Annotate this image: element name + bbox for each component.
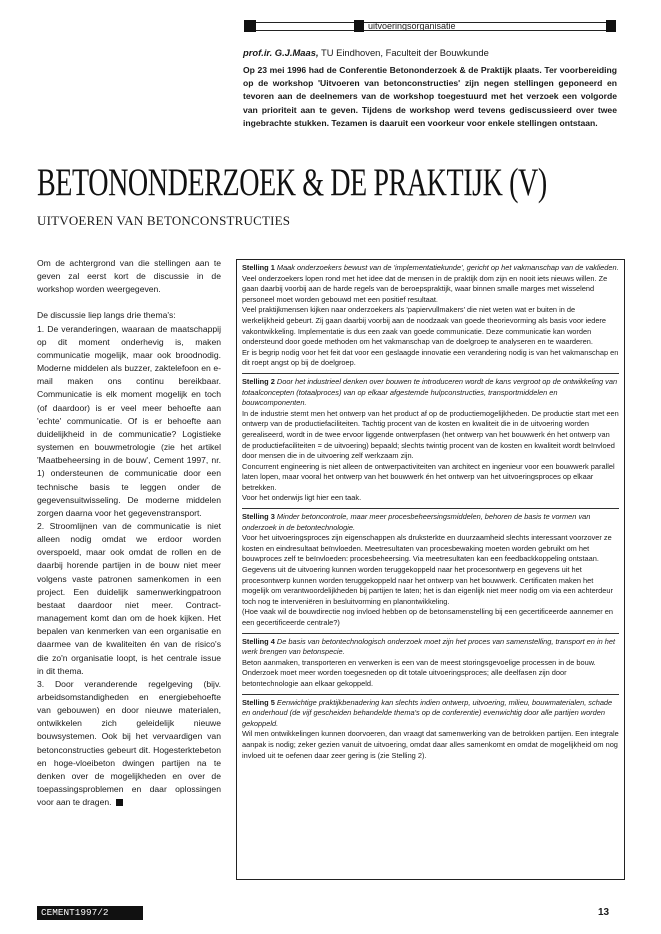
stelling (242, 373, 619, 508)
stelling-title: Maak onderzoekers bewust van de 'implementatiekunde', gericht op het vakmanschap van de vaklieden. (274, 263, 619, 272)
author-name: prof.ir. G.J.Maas, (243, 47, 319, 58)
stelling (242, 508, 619, 633)
paragraph-text: 3. Door veranderende regelgeving (bijv. arbeidsomstandigheden en energiebehoefte van gebouwen) en door nieuwe materialen, ontwikkelen zich geleidelijk nieuwe bouwsystemen. Ook bij het vervaardigen van betonconstructies gebeurt dit. Hogesterktebeton en hoge-vloeibeton dwingen partijen na te denken over de mogelijkheden en over de toepassingsproblemen en daar oplossingen voor aan te dragen. (37, 678, 221, 808)
stelling-heading (242, 377, 619, 409)
header-block-right (606, 20, 616, 32)
stelling-text: Veel praktijkmensen kijken naar onderzoekers als 'papiervullmakers' die niet weten wat er buiten in de werkelijkheid gebeurt. Zij gaan daarbij voorbij aan de noodzaak van goede theorievorming als basis voor iedere vakontwikkeling. Implementatie is dus een zaak van goede communicatie. Deze communicatie kan worden ondersteund door goede methoden om het vakmanschap van de doelgroep te analyseren en te waarderen. (242, 305, 607, 347)
intro-paragraph: Op 23 mei 1996 had de Conferentie Betononderzoek & de Praktijk plaats. Ter voorbereiding op de workshop 'Uitvoeren van betonconstructies' zijn negen stellingen geponeerd en tevoren aan de deelnemers van de workshop toegestuurd met het verzoek een volgorde van prioriteit aan te geven. Tijdens de workshop werd tevens gediscussieerd over twee ingebrachte stukken. Tezamen is daaruit een voorkeur voor enkele stellingen ontstaan. (243, 65, 617, 128)
page-number: 13 (598, 907, 610, 918)
paragraph-last (37, 678, 221, 810)
header-block-left (244, 20, 256, 32)
article-title: BETONONDERZOEK & DE PRAKTIJK (V) (37, 161, 547, 204)
paragraph: De discussie liep langs drie thema's: (37, 310, 176, 321)
author-affiliation: TU Eindhoven, Faculteit der Bouwkunde (318, 47, 489, 58)
stelling-text: Voor het onderwijs ligt hier een taak. (242, 493, 362, 503)
header-block-mid (354, 20, 364, 32)
stelling-heading (242, 637, 619, 658)
end-mark-icon (116, 799, 123, 806)
stelling-text: Veel onderzoekers lopen rond met het idee dat de mensen in de praktijk dom zijn en nooit iets nieuws willen. Ze gaan daarbij voorbij aan de harde regels van de beroepspraktijk, waar binnen smalle marges met wisselend personeel moet worden gebouwd met een positief resultaat. (242, 273, 608, 304)
stelling-label: Stelling 1 (242, 263, 275, 272)
article-subtitle: UITVOEREN VAN BETONCONSTRUCTIES (37, 213, 291, 228)
section-label: uitvoeringsorganisatie (368, 21, 456, 31)
stelling-label: Stelling 2 (242, 376, 275, 386)
journal-footer: CEMENT1997/2 (37, 906, 143, 920)
paragraph: 2. Stroomlijnen van de communicatie is niet alleen nodig omdat we erdoor worden overspoeld, maar ook omdat de rollen en de daarbij horende partijen in de bouw niet meer volgens vaste patronen samenkomen in een project. Een duidelijk samenwerkingpatroon bestaat daardoor niet meer. Contract-management komt dan om de hoek kijken. Het bepalen van kenmerken van een organisatie en daarmee van de kwaliteiten én van de risico's die zo'n organisatie loopt, is het centrale issue in dit thema. (37, 520, 221, 676)
stelling-heading (242, 263, 619, 274)
stelling (242, 263, 619, 373)
paragraph: Om de achtergrond van die stellingen aan te geven zal eerst kort de discussie in de workshop worden weergegeven. (37, 258, 221, 295)
stelling-text: In de industrie stemt men het ontwerp van het product af op de productiemogelijkheden. De productie start met een ontwerp van de productiefaciliteiten. Tachtig procent van de kosten en kwaliteit die in de uitvoering worden gerealiseerd, wordt in de twee ervoor liggende ontwerpfasen (het ontwerp van het bouwwerk én het ontwerp van de productiefaciliteiten = de uitvoering) bepaald; slechts twintig procent van de kosten en kwaliteit wordt beïnvloed door mensen die in de uitvoering zelf werkzaam zijn. (242, 408, 619, 461)
stelling-title: Door het industrieel denken over bouwen te introduceren wordt de kans vergroot op de ontwikkeling van totaalconcepten (totaalproces) van op elkaar afgestemde hulpconstructies, transportmiddelen en bouwcomponenten. (242, 376, 618, 408)
stelling-text: (Hoe vaak wil de bouwdirectie nog invloed hebben op de betonsamenstelling bij een gecertificeerde aannemer en een gecertificeerde centrale?) (242, 607, 614, 627)
stelling-text: Concurrent engineering is niet alleen de ontwerpactiviteiten van architect en ingenieur voor een bouwwerk parallel laten lopen, maar vooral het ontwerp van het bouwwerk én het ontwerp van het uitvoeringsproces op elkaar betrekken. (242, 461, 615, 492)
stelling (242, 633, 619, 694)
stellingen-box (236, 259, 625, 880)
stelling-title: Eenwichtige praktijkbenadering kan slechts indien ontwerp, uitvoering, milieu, bouwmaterialen, schade en onderhoud (de vijf gescheiden behandelde thema's op de conferentie) evenwichtig door alle partijen worden gekoppeld. (242, 697, 613, 728)
stelling-text: Beton aanmaken, transporteren en verwerken is een van de meest storingsgevoelige processen in de bouw. Onderzoek moet meer worden toegesneden op dit totale uitvoeringsproces; alle deelfasen zijn door betontechnologie aan elkaar gekoppeld. (242, 657, 596, 688)
stelling (242, 694, 619, 766)
stelling-text: Wil men ontwikkelingen kunnen doorvoeren, dan vraagt dat samenwerking van de betrokken partijen. Een integrale aanpak is nodig; zeker gezien vanuit de uitvoering, omdat daar alles samenkomt en omdat de mogelijkheid om nog invloed uit te oefenen daar zeer gering is (zie Stelling 2). (242, 729, 619, 760)
paragraph: 1. De veranderingen, waaraan de maatschappij op dit moment onderhevig is, maken communicatie mogelijk, maar ook broodnodig. Moderne middelen als buzzer, zaktelefoon en e-mail maken ons continu bereikbaar. Communicatie is elk moment mogelijk en toch (of daardoor) is er veel meer behoefte aan 'echte' communicatie. Of is er behoefte aan duidelijkheid in de communicatie? Logistieke systemen en bouwmetrologie (zie het artikel 'Maatbeheersing in de bouw', Cement 1997, nr. 1) ondersteunen de communicatie door een technische basis te leggen onder de gegevensuitwisseling. De moderne middelen zorgen daarna voor het gegevenstransport. (37, 323, 221, 518)
stelling-label: Stelling 5 (242, 697, 275, 707)
stelling-heading (242, 698, 619, 730)
left-column (37, 257, 221, 809)
stelling-text: Er is begrip nodig voor het feit dat voor een geslaagde innovatie een verandering nodig is van het vakmanschap en dit roept angst op bij de doelgroep. (242, 347, 619, 368)
stelling-label: Stelling 3 (242, 512, 275, 522)
stelling-heading (242, 512, 619, 533)
author-line (243, 47, 489, 59)
stelling-text: Voor het uitvoeringsproces zijn eigenschappen als druksterkte en duurzaamheid slechts interessant voorzover ze kosten en eindresultaat beïnvloeden. Meetresultaten van procesbewaking moeten worden gebruikt om het bouwproces zelf te beïnvloeden: procesbeheersing. Via meetresultaten kan een feedbackkoppeling ontstaan. Gegevens uit de uitvoering kunnen worden teruggekoppeld naar het procesontwerp en gegevens uit het procesontwerp kunnen worden teruggekoppeld naar het ontwerp van het bouwwerk. Certificaten maken het mogelijk om verantwoordelijkheden bij partijen te laten; het is dan eigenlijk niet meer nodig om via een achterdeur toch nog te interveniëren in besluitvorming en planontwikkeling. (242, 533, 613, 606)
stelling-title: De basis van betontechnologisch onderzoek moet zijn het proces van samenstelling, transport en in het werk brengen van betonspecie. (242, 636, 616, 657)
stelling-title: Minder betoncontrole, maar meer procesbeheersingsmiddelen, behoren de basis te vormen van onderzoek in de betontechnologie. (242, 512, 591, 532)
stelling-label: Stelling 4 (242, 636, 275, 646)
